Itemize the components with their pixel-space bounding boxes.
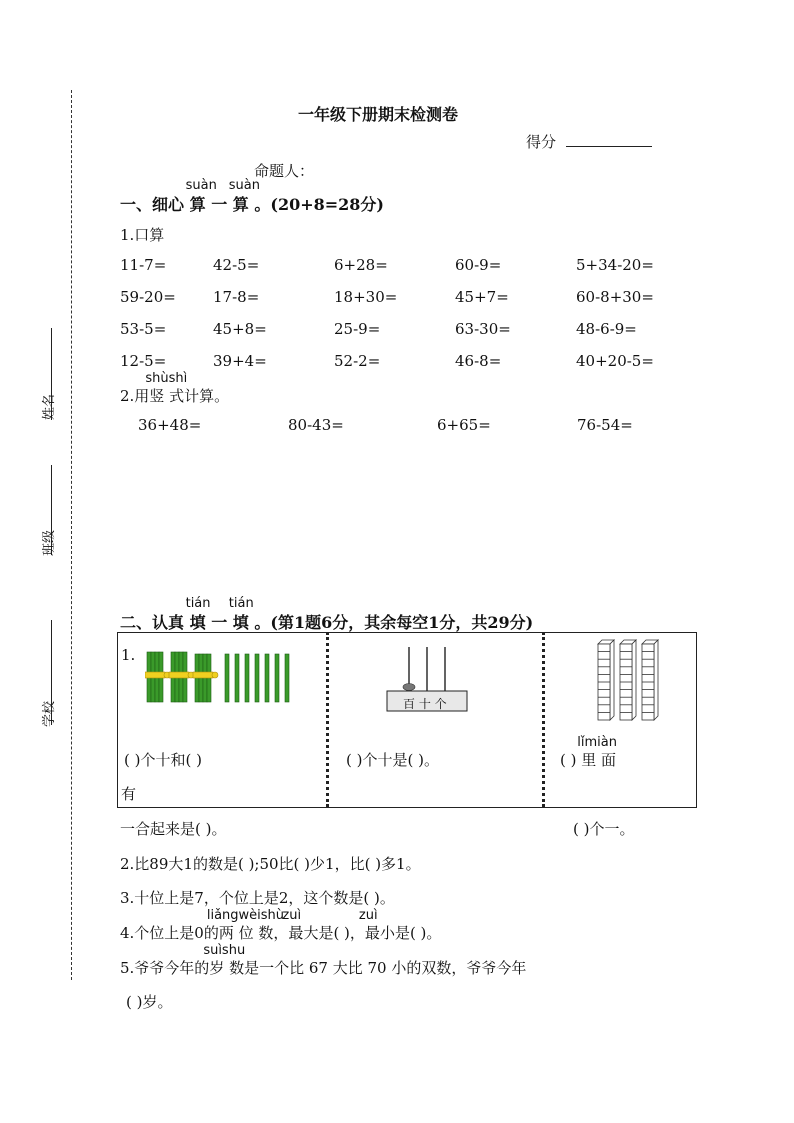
pinyin: suìshu (203, 943, 246, 958)
word: 竖 式 (149, 387, 185, 405)
cell1-text2: 有 (121, 785, 137, 803)
oral-item: 42-5= (213, 256, 260, 274)
page-title: 一年级下册期末检测卷 (298, 105, 459, 124)
pinyin: shùshì (145, 371, 188, 386)
vertical-item: 80-43= (288, 416, 344, 434)
cube-column (598, 640, 614, 720)
word: 里 面 (581, 751, 617, 769)
oral-item: 60-8+30= (576, 288, 654, 306)
single-sticks (225, 654, 289, 702)
word: 最 (288, 924, 304, 942)
oral-item: 39+4= (213, 352, 267, 370)
oral-item: 45+7= (455, 288, 509, 306)
oral-item: 12-5= (120, 352, 167, 370)
box-divider (326, 632, 329, 807)
stick-bundle (145, 652, 170, 702)
q4-pre: 4.个位上是0的 (120, 924, 219, 942)
score-field[interactable] (566, 146, 652, 147)
cell3-text (560, 735, 617, 770)
oral-item: 11-7= (120, 256, 167, 274)
school-label: 学校 (42, 700, 57, 727)
word: 填 (189, 613, 206, 632)
q5-pre: 5.爷爷今年的 (120, 959, 210, 977)
word: 最 (364, 924, 380, 942)
section2-heading (120, 596, 534, 633)
oral-item: 46-8= (455, 352, 502, 370)
pinyin-word (228, 178, 260, 215)
pinyin-word (206, 908, 285, 943)
pinyin: zuì (358, 908, 378, 923)
oral-item: 17-8= (213, 288, 260, 306)
word: 填 (232, 613, 249, 632)
oral-item: 60-9= (455, 256, 502, 274)
q1-number: 1. (121, 646, 136, 664)
line-under2: ( )个一。 (573, 820, 635, 838)
q3-text: 3.十位上是7，个位上是2，这个数是( )。 (120, 889, 395, 907)
pinyin-word (358, 908, 380, 943)
word: 一 (211, 613, 228, 632)
oral-item: 53-5= (120, 320, 167, 338)
vertical-item: 36+48= (138, 416, 202, 434)
cubes-illustration (596, 638, 662, 722)
cell1-text: ( )个十和( ) (124, 751, 202, 769)
oral-item: 18+30= (334, 288, 398, 306)
oral-item: 40+20-5= (576, 352, 654, 370)
pinyin: liǎngwèishù (206, 908, 285, 923)
cube-column (620, 640, 636, 720)
oral-item: 59-20= (120, 288, 176, 306)
section1-heading (120, 178, 384, 215)
q5-text (120, 943, 527, 978)
q2-title (120, 371, 230, 406)
stick-bundle (169, 652, 194, 702)
pinyin: tián (185, 596, 211, 611)
q1-title: 1.口算 (120, 226, 165, 244)
stick-bundle (193, 654, 218, 702)
pinyin: zuì (282, 908, 302, 923)
q4-mid: ， (273, 924, 289, 942)
cell3-pre: ( ) (560, 751, 577, 769)
word: 算 (232, 195, 249, 214)
q2-post: 计算。 (184, 387, 230, 405)
oral-item: 52-2= (334, 352, 381, 370)
author-label: 命题人： (254, 162, 315, 180)
oral-item: 25-9= (334, 320, 381, 338)
class-label: 班级 (42, 529, 57, 556)
oral-item: 5+34-20= (576, 256, 654, 274)
pinyin-word (282, 908, 304, 943)
oral-item: 45+8= (213, 320, 267, 338)
box-divider (542, 632, 545, 807)
vertical-item: 76-54= (577, 416, 633, 434)
word: 算 (189, 195, 206, 214)
pinyin-word (203, 943, 246, 978)
oral-item: 63-30= (455, 320, 511, 338)
binding-line (71, 90, 72, 980)
pinyin-word (185, 178, 217, 215)
score-label: 得分 (526, 133, 557, 151)
oral-item: 48-6-9= (576, 320, 637, 338)
word: 岁 数 (209, 959, 245, 977)
q4-post: 小是( )。 (379, 924, 442, 942)
q2-pre: 2.用 (120, 387, 150, 405)
q4-mid2: 大是( )， (303, 924, 365, 942)
sticks-illustration (145, 650, 305, 706)
cell2-text: ( )个十是( )。 (346, 751, 439, 769)
pinyin-word (145, 371, 188, 406)
oral-item: 6+28= (334, 256, 388, 274)
word: 一 (211, 195, 228, 214)
pinyin-word (185, 596, 211, 633)
pinyin: lǐmiàn (577, 735, 617, 750)
word: 两 位 数 (218, 924, 274, 942)
name-label: 姓名 (42, 393, 57, 420)
abacus-label: 百 十 个 (403, 697, 447, 711)
section1-heading-post: 。(20+8=28分) (254, 195, 384, 214)
q4-text (120, 908, 442, 943)
pinyin-word (228, 596, 254, 633)
section2-heading-post: 。(第1题6分，其余每空1分，共29分) (254, 613, 534, 632)
pinyin: suàn (228, 178, 260, 193)
cube-column (642, 640, 658, 720)
q2-text: 2.比89大1的数是( );50比( )少1，比( )多1。 (120, 855, 421, 873)
pinyin: tián (228, 596, 254, 611)
section2-heading-pre: 二、认真 (120, 613, 185, 632)
pinyin: suàn (185, 178, 217, 193)
section1-heading-pre: 一、细心 (120, 195, 185, 214)
vertical-item: 6+65= (437, 416, 491, 434)
line-under1: 一合起来是( )。 (120, 820, 227, 838)
q5-line2: ( )岁。 (126, 993, 173, 1011)
pinyin-word (577, 735, 617, 770)
q5-post: 是一个比 67 大比 70 小的双数，爷爷今年 (244, 959, 527, 977)
